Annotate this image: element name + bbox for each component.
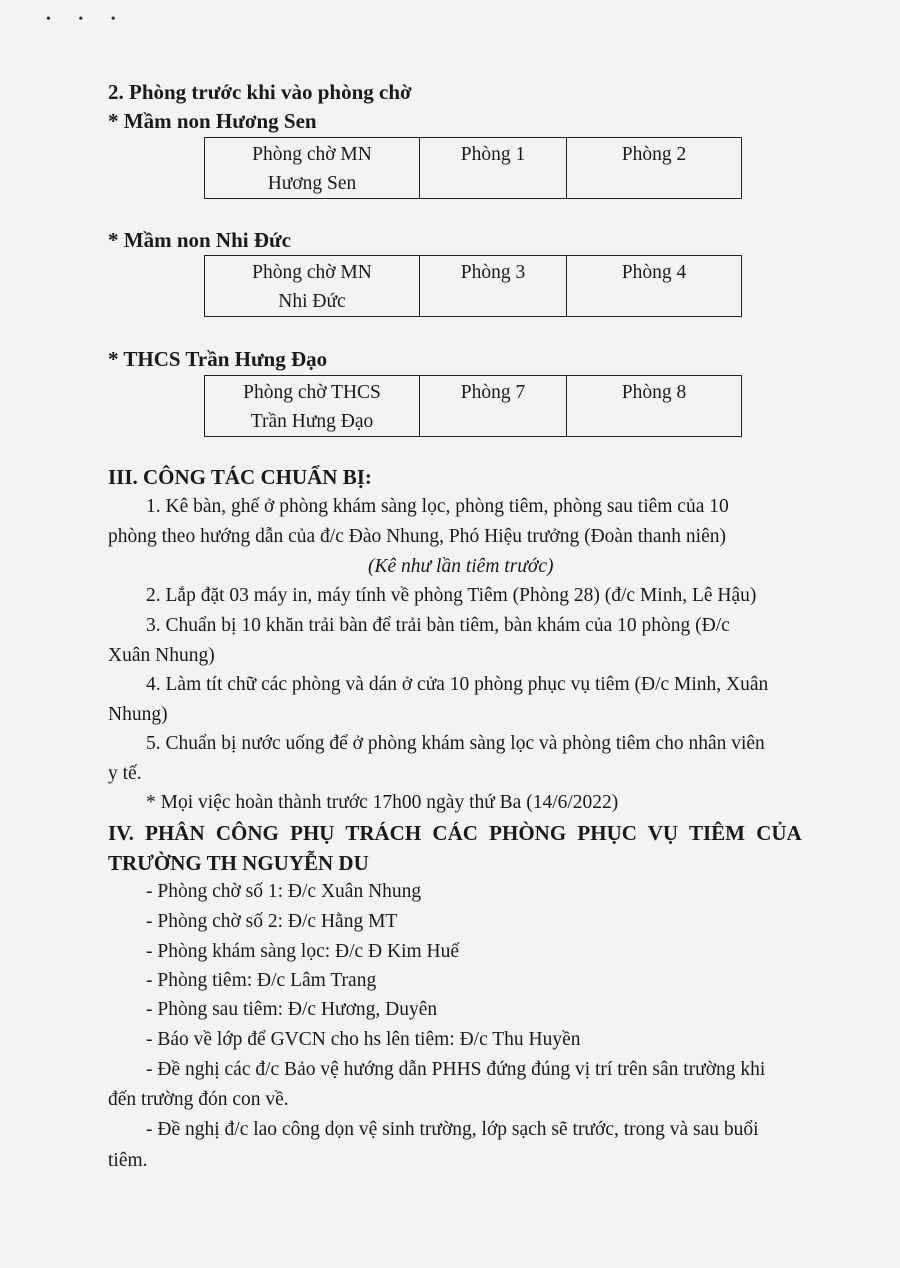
group-heading-tran-hung-dao: * THCS Trần Hưng Đạo xyxy=(108,347,328,371)
prep-line: 4. Làm tít chữ các phòng và dán ở cửa 10 phòng phục vụ tiêm (Đ/c Minh, Xuân xyxy=(146,674,769,695)
rooms-table-huong-sen xyxy=(204,137,742,199)
room-cell: Phòng 8 xyxy=(567,376,742,437)
assignment-line: - Đề nghị đ/c lao công dọn vệ sinh trường, lớp sạch sẽ trước, trong và sau buổi xyxy=(146,1119,759,1140)
rooms-table-tran-hung-dao xyxy=(204,375,742,437)
assignment-line: - Phòng chờ số 2: Đ/c Hằng MT xyxy=(146,911,398,932)
prep-line: 1. Kê bàn, ghế ở phòng khám sàng lọc, phòng tiêm, phòng sau tiêm của 10 xyxy=(146,496,729,517)
assignment-line: - Phòng khám sàng lọc: Đ/c Đ Kim Huế xyxy=(146,941,460,962)
group-heading-nhi-duc: * Mầm non Nhi Đức xyxy=(108,228,291,252)
waiting-room-cell: Phòng chờ MN Nhi Đức xyxy=(205,256,420,317)
waiting-room-cell: Phòng chờ MN Hương Sen xyxy=(205,138,420,199)
assignment-line: - Phòng chờ số 1: Đ/c Xuân Nhung xyxy=(146,881,422,902)
assignment-line: - Đề nghị các đ/c Bảo vệ hướng dẫn PHHS đứng đúng vị trí trên sân trường khi xyxy=(146,1059,766,1080)
assignment-line: - Báo về lớp để GVCN cho hs lên tiêm: Đ/c Thu Huyền xyxy=(146,1029,581,1050)
prep-line: Xuân Nhung) xyxy=(108,645,215,666)
prep-line: y tế. xyxy=(108,763,142,784)
prep-line: phòng theo hướng dẫn của đ/c Đào Nhung, Phó Hiệu trưởng (Đoàn thanh niên) xyxy=(108,526,726,547)
section-3-title: III. CÔNG TÁC CHUẨN BỊ: xyxy=(108,465,372,489)
waiting-room-cell: Phòng chờ THCS Trần Hưng Đạo xyxy=(205,376,420,437)
section-4-title: IV. PHÂN CÔNG PHỤ TRÁCH CÁC PHÒNG PHỤC VỤ TIÊM CỦA xyxy=(108,821,802,845)
prep-line: 5. Chuẩn bị nước uống để ở phòng khám sàng lọc và phòng tiêm cho nhân viên xyxy=(146,733,765,754)
prep-deadline: * Mọi việc hoàn thành trước 17h00 ngày thứ Ba (14/6/2022) xyxy=(146,792,619,813)
rooms-table-nhi-duc xyxy=(204,255,742,317)
prep-line: 3. Chuẩn bị 10 khăn trải bàn để trải bàn tiêm, bàn khám của 10 phòng (Đ/c xyxy=(146,615,730,636)
room-cell: Phòng 2 xyxy=(567,138,742,199)
prep-line: Nhung) xyxy=(108,704,168,725)
room-cell: Phòng 7 xyxy=(420,376,567,437)
room-cell: Phòng 3 xyxy=(420,256,567,317)
group-heading-huong-sen: * Mầm non Hương Sen xyxy=(108,109,317,133)
section-4-title-cont: TRƯỜNG TH NGUYỄN DU xyxy=(108,851,369,875)
assignment-line: - Phòng tiêm: Đ/c Lâm Trang xyxy=(146,970,377,991)
scan-marks: • • • xyxy=(46,12,128,27)
assignment-line: - Phòng sau tiêm: Đ/c Hương, Duyên xyxy=(146,999,438,1020)
room-cell: Phòng 1 xyxy=(420,138,567,199)
prep-line: 2. Lắp đặt 03 máy in, máy tính về phòng Tiêm (Phòng 28) (đ/c Minh, Lê Hậu) xyxy=(146,585,757,606)
room-cell: Phòng 4 xyxy=(567,256,742,317)
assignment-line: đến trường đón con về. xyxy=(108,1089,289,1110)
assignment-line: tiêm. xyxy=(108,1150,148,1171)
prep-note: (Kê như lần tiêm trước) xyxy=(368,556,554,577)
section-2-title: 2. Phòng trước khi vào phòng chờ xyxy=(108,80,412,104)
